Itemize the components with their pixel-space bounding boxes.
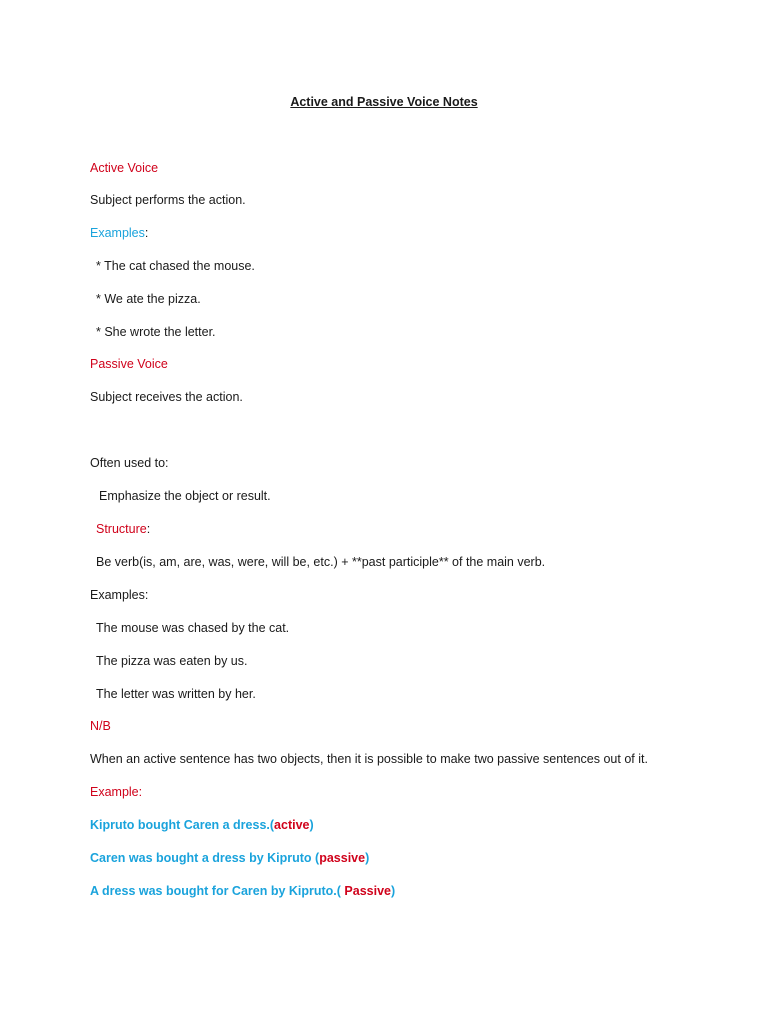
- structure-label: Structure: [96, 522, 147, 536]
- passive-voice-heading: Passive Voice: [90, 357, 168, 371]
- example-sentence-passive-2: [90, 883, 395, 899]
- structure-colon: :: [146, 522, 151, 536]
- often-used-label: Often used to:: [90, 456, 169, 470]
- passive-voice-definition: Subject receives the action.: [90, 390, 243, 404]
- passive-examples-heading: Examples:: [90, 588, 149, 602]
- active-examples-label: Examples: [90, 226, 145, 240]
- sentence-tag: active: [274, 818, 310, 832]
- sentence-close: ): [365, 851, 370, 865]
- structure-heading: [96, 521, 150, 537]
- passive-example-item: The pizza was eaten by us.: [96, 654, 248, 668]
- passive-example-item: The letter was written by her.: [96, 687, 256, 701]
- example-sentence-passive-1: [90, 850, 369, 866]
- emphasize-text: Emphasize the object or result.: [99, 489, 271, 503]
- active-example-item: * She wrote the letter.: [96, 325, 216, 339]
- active-examples-colon: :: [144, 226, 149, 240]
- sentence-text: Caren was bought a dress by Kipruto (: [90, 851, 320, 865]
- active-example-item: * We ate the pizza.: [96, 292, 201, 306]
- example-sentence-active: [90, 817, 314, 833]
- sentence-tag: Passive: [344, 884, 391, 898]
- nb-label: N/B: [90, 719, 111, 733]
- active-example-item: * The cat chased the mouse.: [96, 259, 255, 273]
- active-voice-definition: Subject performs the action.: [90, 193, 246, 207]
- active-voice-heading: Active Voice: [90, 161, 159, 175]
- document-title: Active and Passive Voice Notes: [290, 95, 478, 109]
- sentence-close: ): [309, 818, 314, 832]
- structure-text: Be verb(is, am, are, was, were, will be, etc.) + **past participle** of the main verb.: [96, 555, 546, 569]
- sentence-text: A dress was bought for Caren by Kipruto.(: [90, 884, 345, 898]
- passive-example-item: The mouse was chased by the cat.: [96, 621, 290, 635]
- active-examples-heading: [90, 225, 148, 241]
- nb-text: When an active sentence has two objects, then it is possible to make two passive sentences out of it.: [90, 752, 648, 766]
- sentence-close: ): [391, 884, 396, 898]
- sentence-text: Kipruto bought Caren a dress.(: [90, 818, 275, 832]
- nb-example-label: Example:: [90, 785, 143, 799]
- sentence-tag: passive: [319, 851, 366, 865]
